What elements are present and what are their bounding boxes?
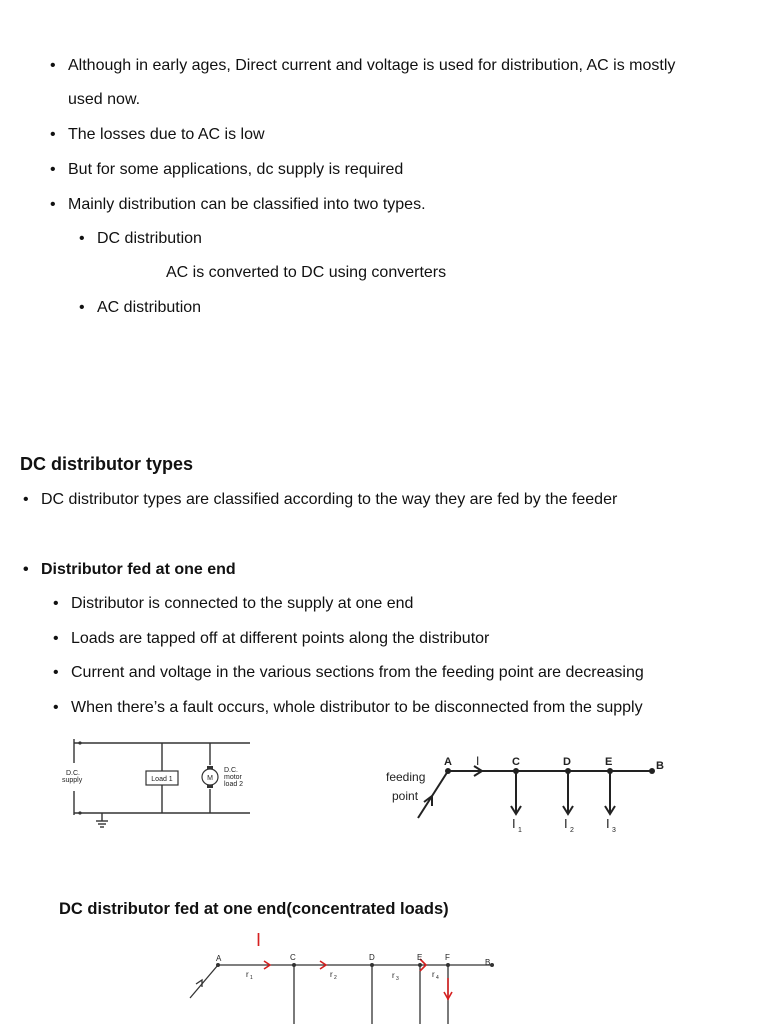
sub-bullet-dc-distribution: • DC distribution bbox=[97, 230, 202, 248]
load-current-i1: I bbox=[512, 816, 516, 831]
current-i-label: I bbox=[476, 754, 480, 768]
node-d-label: D bbox=[369, 953, 375, 962]
resistance-r4-subscript: 4 bbox=[436, 975, 439, 981]
subheading-fed-one-end: • Distributor fed at one end bbox=[41, 561, 236, 579]
motor-label-line-3: load 2 bbox=[224, 781, 244, 788]
node-e-label: E bbox=[605, 756, 613, 768]
section-heading-dc-types: DC distributor types bbox=[20, 454, 194, 474]
dc-types-description: • DC distributor types are classified according to the way they are fed by the feeder bbox=[41, 491, 617, 509]
node-e-label: E bbox=[417, 953, 423, 962]
node-f-label: F bbox=[445, 953, 450, 962]
intro-bullet-classification: • Mainly distribution can be classified into two types. bbox=[68, 196, 426, 214]
current-i-red-label: I bbox=[256, 930, 262, 950]
resistance-r4: r bbox=[432, 970, 435, 979]
one-end-point-decreasing: • Current and voltage in the various sections from the feeding point are decreasing bbox=[71, 664, 644, 682]
intro-bullet-continuation: used now. bbox=[68, 91, 141, 108]
node-c-label: C bbox=[512, 756, 520, 768]
concentrated-loads-diagram bbox=[180, 928, 520, 1024]
sub-bullet-ac-distribution: • AC distribution bbox=[97, 299, 201, 317]
intro-bullet-losses: • The losses due to AC is low bbox=[68, 126, 265, 144]
intro-bullet-ac-history: • Although in early ages, Direct current and voltage is used for distribution, AC is mostly bbox=[68, 57, 675, 75]
motor-label-line-1: D.C. bbox=[224, 767, 238, 774]
load-current-i2-subscript: 2 bbox=[570, 827, 574, 834]
resistance-r3-subscript: 3 bbox=[396, 976, 399, 982]
feeding-point-label-line-1: feeding bbox=[386, 770, 426, 784]
feeding-point-diagram bbox=[380, 748, 700, 838]
motor-label-line-2: motor bbox=[224, 774, 242, 781]
load-current-i3: I bbox=[606, 816, 610, 831]
load-current-i1-subscript: 1 bbox=[518, 827, 522, 834]
load-current-i3-subscript: 3 bbox=[612, 827, 616, 834]
resistance-r3: r bbox=[392, 971, 395, 980]
node-a-label: A bbox=[216, 954, 222, 963]
one-end-point-connection: • Distributor is connected to the supply at one end bbox=[71, 595, 413, 613]
converter-note: AC is converted to DC using converters bbox=[166, 264, 447, 281]
node-b-label: B bbox=[656, 760, 664, 772]
resistance-r1: r bbox=[246, 970, 249, 979]
motor-symbol-letter: M bbox=[207, 775, 213, 782]
supply-label-line-1: D.C. bbox=[66, 770, 80, 777]
node-c-label: C bbox=[290, 953, 296, 962]
node-d-label: D bbox=[563, 756, 571, 768]
feeding-point-label-line-2: point bbox=[392, 789, 419, 803]
resistance-r2: r bbox=[330, 970, 333, 979]
node-a-label: A bbox=[444, 756, 452, 768]
node-b-label: B bbox=[485, 958, 491, 967]
one-end-point-fault: • When there’s a fault occurs, whole distributor to be disconnected from the supply bbox=[71, 699, 643, 717]
one-end-point-loads: • Loads are tapped off at different points along the distributor bbox=[71, 630, 489, 648]
intro-bullet-dc-applications: • But for some applications, dc supply is required bbox=[68, 161, 403, 179]
resistance-r1-subscript: 1 bbox=[250, 975, 253, 981]
load-1-label: Load 1 bbox=[151, 776, 173, 783]
section-heading-concentrated-loads: DC distributor fed at one end(concentrated loads) bbox=[59, 900, 449, 918]
supply-label-line-2: supply bbox=[62, 777, 83, 784]
resistance-r2-subscript: 2 bbox=[334, 975, 337, 981]
load-current-i2: I bbox=[564, 816, 568, 831]
dc-supply-circuit-diagram bbox=[58, 735, 258, 831]
